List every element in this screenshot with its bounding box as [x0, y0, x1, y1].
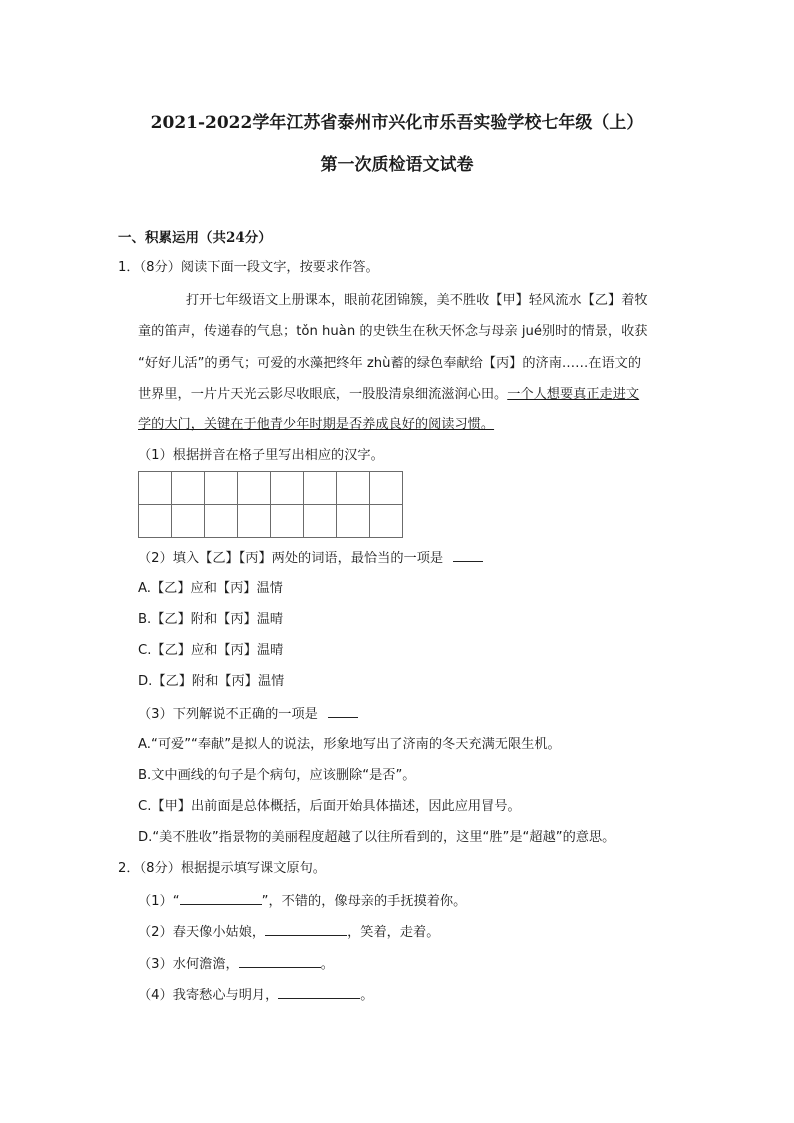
- grid-cell[interactable]: [370, 505, 403, 538]
- exam-title-line2: 第一次质检语文试卷: [320, 155, 474, 175]
- fill-item-2: [138, 922, 439, 943]
- underlined-sentence-part2: 学的大门，关键在于他青少年时期是否养成良好的阅读习惯。: [138, 417, 495, 432]
- writing-grid: [138, 471, 403, 538]
- fill-item-3-prefix: （3）水何澹澹，: [138, 957, 239, 972]
- option-2c: C.【乙】应和【丙】温晴: [138, 643, 284, 658]
- passage-line-2: 童的笛声，传递春的气息；tǒn huàn 的史铁生在秋天怀念与母亲 jué别时的情景，收获: [138, 324, 648, 339]
- grid-cell[interactable]: [238, 505, 271, 538]
- sub-question-2: [138, 548, 483, 569]
- grid-cell[interactable]: [238, 472, 271, 505]
- passage-line-4-text: 世界里，一片片天光云影尽收眼底，一股股清泉细流滋润心田。: [138, 387, 508, 402]
- grid-cell[interactable]: [337, 472, 370, 505]
- fill-item-4: [138, 985, 373, 1006]
- sub-question-2-text: （2）填入【乙】【丙】两处的词语，最恰当的一项是: [138, 551, 444, 566]
- option-3b: B.文中画线的句子是个病句，应该删除“是否”。: [138, 768, 416, 783]
- grid-cell[interactable]: [172, 472, 205, 505]
- option-2a: A.【乙】应和【丙】温情: [138, 581, 283, 596]
- passage-line-4: [138, 385, 639, 405]
- grid-row: [139, 505, 403, 538]
- exam-title-line1: 2021-2022学年江苏省泰州市兴化市乐吾实验学校七年级（上）: [150, 113, 644, 133]
- grid-cell[interactable]: [271, 505, 304, 538]
- grid-cell[interactable]: [370, 472, 403, 505]
- answer-blank[interactable]: [453, 548, 483, 562]
- option-3c: C.【甲】出前面是总体概括，后面开始具体描述，因此应用冒号。: [138, 799, 521, 814]
- section-heading: 一、积累运用（共24分）: [118, 230, 272, 246]
- underlined-sentence-part1: 一个人想要真正走进文: [507, 387, 640, 402]
- grid-cell[interactable]: [271, 472, 304, 505]
- question-2-stem: 2．（8分）根据提示填写课文原句。: [118, 861, 326, 876]
- grid-cell[interactable]: [139, 472, 172, 505]
- fill-item-2-prefix: （2）春天像小姑娘，: [138, 925, 266, 940]
- fill-blank-2[interactable]: [265, 922, 347, 936]
- answer-blank[interactable]: [328, 704, 358, 718]
- grid-cell[interactable]: [205, 472, 238, 505]
- grid-row: [139, 472, 403, 505]
- fill-item-1: [138, 891, 466, 912]
- sub-question-1: （1）根据拼音在格子里写出相应的汉字。: [138, 448, 384, 463]
- fill-item-1-suffix: ”，不错的，像母亲的手抚摸着你。: [261, 894, 467, 909]
- grid-cell[interactable]: [337, 505, 370, 538]
- grid-cell[interactable]: [304, 472, 337, 505]
- option-3a: A.“可爱”“奉献”是拟人的说法，形象地写出了济南的冬天充满无限生机。: [138, 737, 561, 752]
- sub-question-3: [138, 704, 358, 725]
- option-2d: D.【乙】附和【丙】温情: [138, 674, 285, 689]
- option-2b: B.【乙】附和【丙】温晴: [138, 612, 284, 627]
- fill-item-1-prefix: （1）“: [138, 894, 180, 909]
- fill-blank-4[interactable]: [278, 985, 360, 999]
- grid-cell[interactable]: [172, 505, 205, 538]
- fill-item-3-suffix: 。: [320, 957, 334, 972]
- fill-item-2-suffix: ，笑着，走着。: [347, 925, 440, 940]
- passage-line-1: 打开七年级语文上册课本，眼前花团锦簇，美不胜收【甲】轻风流水【乙】着牧: [186, 293, 648, 308]
- fill-item-4-prefix: （4）我寄愁心与明月，: [138, 988, 279, 1003]
- grid-cell[interactable]: [205, 505, 238, 538]
- sub-question-3-text: （3）下列解说不正确的一项是: [138, 707, 318, 722]
- passage-line-3: “好好儿活”的勇气；可爱的水藻把终年 zhù蓄的绿色奉献给【丙】的济南……在语文的: [138, 356, 642, 371]
- option-3d: D.“美不胜收”指景物的美丽程度超越了以往所看到的，这里“胜”是“超越”的意思。: [138, 830, 616, 845]
- question-1-stem: 1．（8分）阅读下面一段文字，按要求作答。: [118, 260, 379, 275]
- grid-cell[interactable]: [304, 505, 337, 538]
- fill-item-3: [138, 954, 334, 975]
- fill-blank-1[interactable]: [180, 891, 262, 905]
- fill-item-4-suffix: 。: [360, 988, 374, 1003]
- grid-cell[interactable]: [139, 505, 172, 538]
- fill-blank-3[interactable]: [239, 954, 321, 968]
